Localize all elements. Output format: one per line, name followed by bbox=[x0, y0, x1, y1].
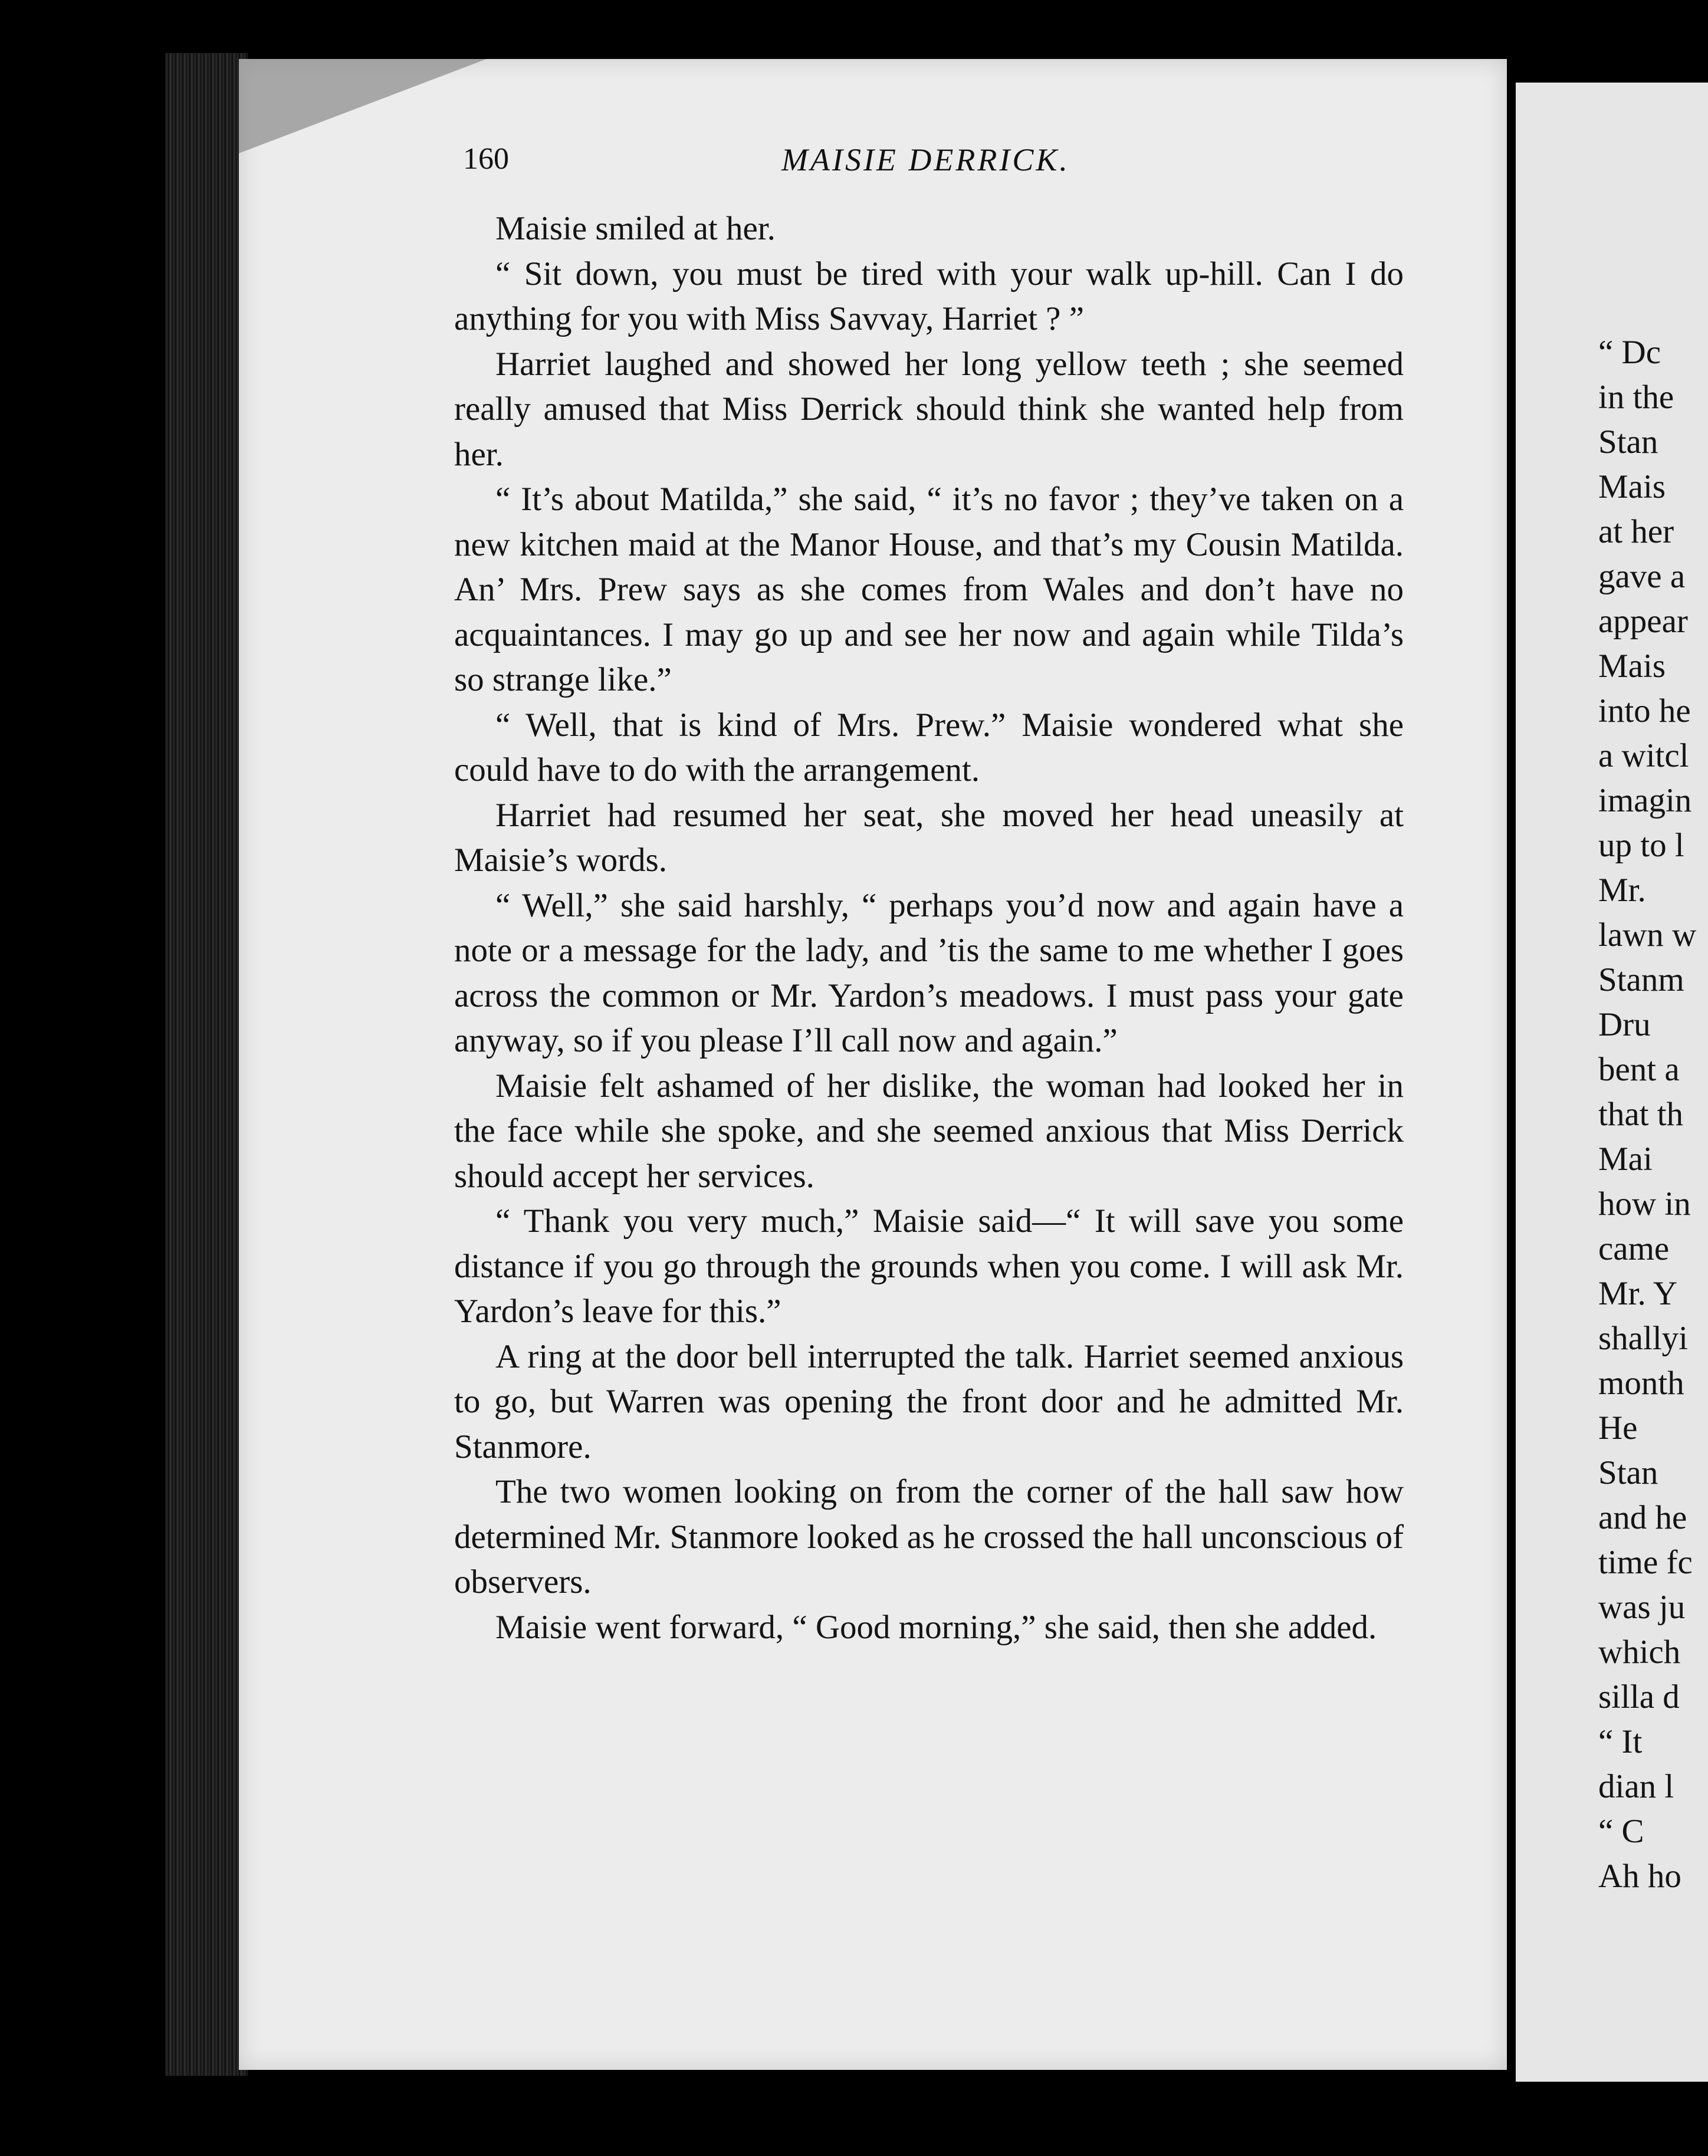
paragraph: Maisie felt ashamed of her dislike, the woman had looked her in the face while she spoke, and she seemed anxious that Miss Derrick should accept her services. bbox=[454, 1067, 1404, 1195]
facing-page-line: which bbox=[1598, 1634, 1681, 1671]
facing-page-line: how in bbox=[1598, 1185, 1691, 1222]
running-title: MAISIE DERRICK. bbox=[781, 142, 1070, 178]
page-corner-fold bbox=[239, 59, 487, 153]
paragraph: The two women looking on from the corner of the hall saw how determined Mr. Stanmore looked as he crossed the hall unconscious of observers. bbox=[454, 1473, 1404, 1600]
page-number: 160 bbox=[463, 142, 509, 176]
facing-page-line: up to l bbox=[1598, 827, 1684, 864]
facing-page-line: Mai bbox=[1598, 1141, 1653, 1178]
paragraph: “ Well, that is kind of Mrs. Prew.” Maisie wondered what she could have to do with the arrangement. bbox=[454, 706, 1404, 788]
facing-page-text bbox=[1598, 330, 1708, 1899]
facing-page-line: at her bbox=[1598, 513, 1674, 550]
facing-page-line: Mais bbox=[1598, 468, 1666, 505]
book-page-edges bbox=[165, 53, 248, 2076]
facing-page-line: “ Dc bbox=[1598, 334, 1661, 371]
paragraph: Harriet had resumed her seat, she moved her head uneasily at Maisie’s words. bbox=[454, 796, 1404, 879]
body-text bbox=[454, 206, 1404, 1650]
facing-page-line: silla d bbox=[1598, 1678, 1680, 1715]
paragraph: “ It’s about Matilda,” she said, “ it’s no favor ; they’ve taken on a new kitchen maid at the Manor House, and that’s my Cousin Matilda. An’ Mrs. Prew says as she comes from Wales and don’t have no acquaintances. I may go up and see her now and again while Tilda’s so strange like.” bbox=[454, 481, 1404, 698]
facing-page-line: a witcl bbox=[1598, 737, 1689, 774]
facing-page-line: Mr. Y bbox=[1598, 1275, 1678, 1312]
facing-page-line: month bbox=[1598, 1365, 1684, 1402]
facing-page-line: “ C bbox=[1598, 1813, 1644, 1850]
facing-page-line: was ju bbox=[1598, 1589, 1686, 1626]
facing-page-line: imagin bbox=[1598, 782, 1692, 819]
paragraph: “ Well,” she said harshly, “ perhaps you’d now and again have a note or a message for the lady, and ’tis the same to me whether I goes across the common or Mr. Yardon’s meadows. I must pass your gate anyway, so if you please I’ll call now and again.” bbox=[454, 886, 1404, 1059]
facing-page-line: bent a bbox=[1598, 1051, 1680, 1088]
paragraph: “ Thank you very much,” Maisie said—“ It will save you some distance if you go through the grounds when you come. I will ask Mr. Yardon’s leave for this.” bbox=[454, 1202, 1404, 1330]
paragraph: Maisie went forward, “ Good morning,” she said, then she added. bbox=[495, 1608, 1377, 1646]
facing-page-line: in the bbox=[1598, 379, 1674, 416]
facing-page-line: Stan bbox=[1598, 423, 1658, 461]
paragraph: Maisie smiled at her. bbox=[495, 210, 776, 247]
facing-page-line: time fc bbox=[1598, 1544, 1693, 1581]
facing-page-line: that th bbox=[1598, 1096, 1684, 1133]
facing-page-line: appear bbox=[1598, 603, 1688, 640]
facing-page-line: dian l bbox=[1598, 1768, 1674, 1805]
facing-page-line: Stanm bbox=[1598, 961, 1684, 998]
facing-page-line: and he bbox=[1598, 1499, 1687, 1536]
facing-page-line: Dru bbox=[1598, 1006, 1651, 1043]
facing-page-line: shallyi bbox=[1598, 1320, 1688, 1357]
facing-page bbox=[1516, 83, 1708, 2082]
paragraph: Harriet laughed and showed her long yellow teeth ; she seemed really amused that Miss Derrick should think she wanted help from her. bbox=[454, 345, 1404, 473]
facing-page-line: Ah ho bbox=[1598, 1858, 1681, 1895]
paragraph: A ring at the door bell interrupted the talk. Harriet seemed anxious to go, but Warren was opening the front door and he admitted Mr. Stanmore. bbox=[454, 1337, 1404, 1465]
facing-page-line: gave a bbox=[1598, 558, 1686, 595]
running-head bbox=[463, 142, 1442, 189]
paragraph: “ Sit down, you must be tired with your walk up-hill. Can I do anything for you with Miss Savvay, Harriet ? ” bbox=[454, 255, 1404, 337]
facing-page-line: “ It bbox=[1598, 1723, 1643, 1760]
facing-page-line: Stan bbox=[1598, 1454, 1658, 1491]
facing-page-line: Mais bbox=[1598, 648, 1666, 685]
facing-page-line: into he bbox=[1598, 692, 1691, 729]
facing-page-line: He bbox=[1598, 1409, 1638, 1447]
facing-page-line: came bbox=[1598, 1230, 1670, 1267]
facing-page-line: Mr. bbox=[1598, 872, 1646, 909]
facing-page-line: lawn w bbox=[1598, 916, 1697, 954]
